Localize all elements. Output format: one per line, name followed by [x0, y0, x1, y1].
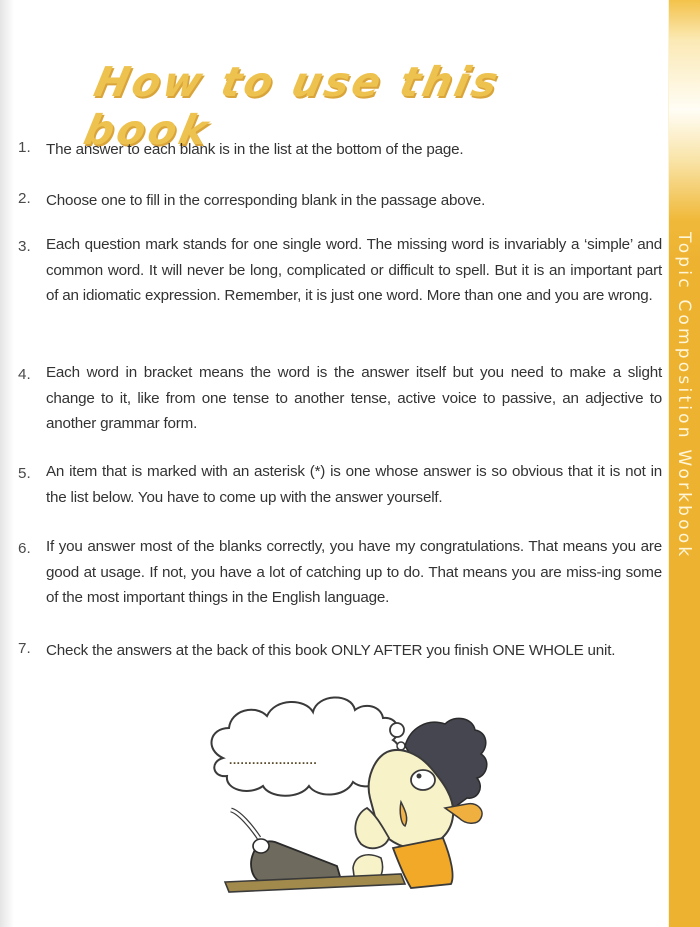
cartoon-illustration	[205, 688, 495, 903]
instruction-text: Each question mark stands for one single word. The missing word is invariably a ‘simple’ and common word. It will never be long, complicated or difficult to spell. But it is an important part of an idiomatic expression. Remember, it is just one word. More than one and you are wrong.	[46, 236, 662, 304]
page-gutter-shadow	[0, 0, 14, 927]
instruction-number: 7.	[18, 640, 31, 657]
boy-at-typewriter-icon	[205, 688, 495, 898]
instruction-number: 5.	[18, 465, 31, 482]
instruction-number: 1.	[18, 139, 31, 156]
instruction-text: An item that is marked with an asterisk (*) is one whose answer is so obvious that it is not in the list below. You have to come up with the answer yourself.	[46, 463, 662, 506]
thought-bubble-dots: .......................	[229, 753, 318, 767]
page-title: How to use this book	[79, 58, 505, 154]
side-tab-label: Topic Composition Workbook	[674, 232, 694, 560]
instruction-text: Check the answers at the back of this book ONLY AFTER you finish ONE WHOLE unit.	[46, 642, 616, 659]
instruction-text: Each word in bracket means the word is the answer itself but you need to make a slight change to it, like from one tense to another tense, active voice to passive, an adjective to another grammar form.	[46, 364, 662, 432]
instruction-number: 4.	[18, 366, 31, 383]
instruction-number: 2.	[18, 190, 31, 207]
instruction-text: If you answer most of the blanks correctly, you have my congratulations. That means you are good at usage. If not, you have a lot of catching up to do. That means you are miss-ing some of the most important things in the English language.	[46, 538, 662, 606]
instruction-number: 6.	[18, 540, 31, 557]
instruction-text: The answer to each blank is in the list at the bottom of the page.	[46, 141, 464, 158]
instruction-number: 3.	[18, 238, 31, 255]
instruction-text: Choose one to fill in the corresponding blank in the passage above.	[46, 192, 486, 209]
